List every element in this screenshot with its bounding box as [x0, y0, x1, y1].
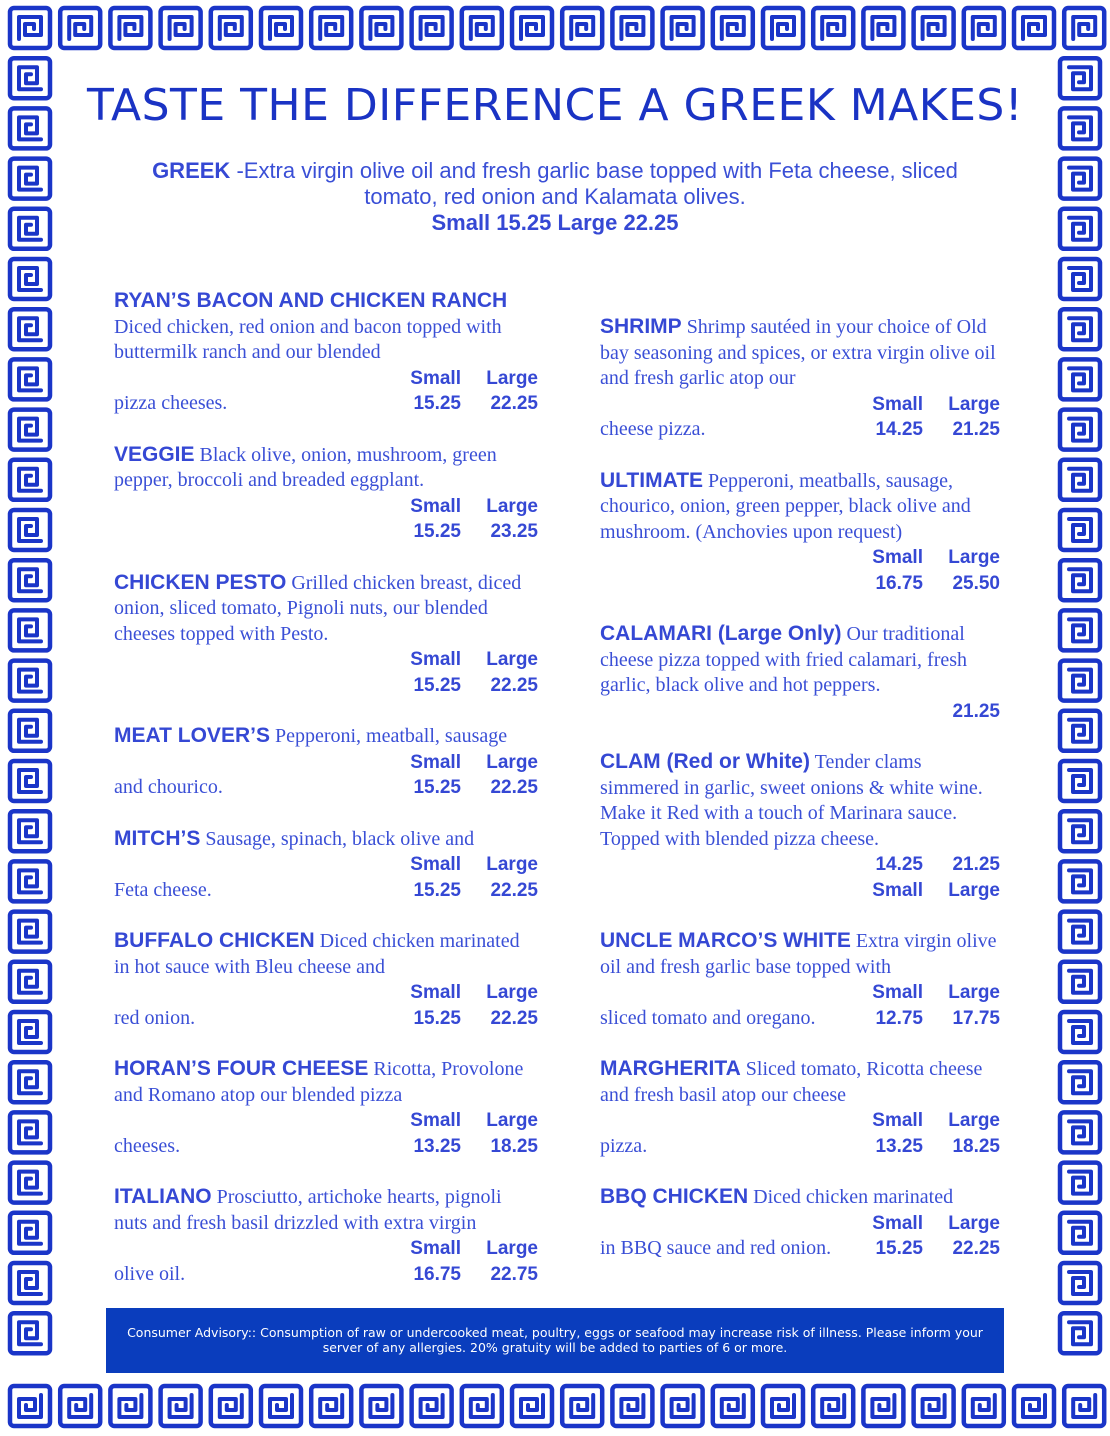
- greek-key-tile: [1064, 8, 1104, 48]
- greek-key-tile: [1060, 1112, 1100, 1152]
- greek-key-tile: [1060, 560, 1100, 600]
- price-values: sliced tomato and oregano. 12.75 17.75: [600, 1006, 1000, 1029]
- menu-item: [600, 314, 1000, 443]
- greek-key-tile: [10, 1062, 50, 1102]
- greek-key-tile: [110, 1386, 150, 1426]
- greek-key-tile: [1060, 1163, 1100, 1203]
- greek-key-tile: [10, 1163, 50, 1203]
- greek-key-tile: [612, 8, 652, 48]
- greek-key-tile: [10, 8, 50, 48]
- greek-key-tile: [763, 8, 803, 48]
- greek-key-tile: [1060, 209, 1100, 249]
- menu-item: [600, 468, 1000, 597]
- price-values: pizza. 13.25 18.25: [600, 1134, 1000, 1157]
- item-description: Shrimp sautéed in your choice of Old bay seasoning and spices, or extra virgin olive oil and fresh garlic atop our: [600, 316, 996, 389]
- greek-key-tile: [10, 1386, 50, 1426]
- greek-key-tile: [10, 661, 50, 701]
- greek-key-tile: [10, 209, 50, 249]
- greek-key-tile: [1060, 410, 1100, 450]
- greek-key-tile: [914, 1386, 954, 1426]
- greek-key-tile: [10, 1313, 50, 1353]
- item-name: HORAN’S FOUR CHEESE: [114, 1057, 369, 1080]
- item-description: Extra virgin olive oil and fresh garlic base topped with: [600, 930, 997, 978]
- price-values: 16.75 25.50: [875, 572, 1000, 594]
- greek-key-tile: [211, 8, 251, 48]
- price-values: 15.25 23.25: [413, 521, 538, 542]
- item-name: MEAT LOVER’S: [114, 724, 270, 747]
- price-values: 14.25 21.25: [875, 854, 1000, 875]
- price-labels: Small Large: [410, 649, 538, 670]
- greek-key-tile: [462, 1386, 502, 1426]
- greek-key-tile: [863, 1386, 903, 1426]
- greek-key-tile: [10, 711, 50, 751]
- menu-item: [114, 928, 538, 1031]
- price-values: red onion. 15.25 22.25: [114, 1006, 538, 1029]
- greek-key-tile: [10, 309, 50, 349]
- greek-key-tile: [10, 1112, 50, 1152]
- greek-key-tile: [261, 1386, 301, 1426]
- greek-key-tile: [361, 1386, 401, 1426]
- item-name: MITCH’S: [114, 826, 201, 850]
- greek-key-tile: [1060, 962, 1100, 1002]
- price-labels: Small Large: [872, 982, 1000, 1003]
- greek-key-tile: [10, 861, 50, 901]
- item-name: CHICKEN PESTO: [114, 570, 287, 594]
- greek-key-tile: [1060, 359, 1100, 399]
- greek-key-tile: [10, 359, 50, 399]
- price-values: Feta cheese. 15.25 22.25: [114, 878, 538, 901]
- greek-key-tile: [161, 8, 201, 48]
- price-values: and chourico. 15.25 22.25: [114, 776, 538, 798]
- greek-key-tile: [1060, 510, 1100, 550]
- item-description: Grilled chicken breast, diced onion, sliced tomato, Pignoli nuts, our blended cheeses topped with Pesto.: [114, 571, 522, 645]
- price-values: cheeses. 13.25 18.25: [114, 1134, 538, 1157]
- price-labels: Small Large: [872, 1110, 1000, 1131]
- greek-key-tile: [10, 912, 50, 952]
- item-description: Diced chicken, red onion and bacon topped with buttermilk ranch and our blended: [114, 315, 502, 363]
- item-description: Diced chicken marinated in hot sauce with Bleu cheese and: [114, 930, 520, 978]
- greek-key-tile: [60, 1386, 100, 1426]
- page-title: TASTE THE DIFFERENCE A GREEK MAKES!: [87, 80, 1023, 131]
- greek-key-tile: [914, 8, 954, 48]
- greek-key-tile: [1060, 159, 1100, 199]
- item-description: Pepperoni, meatballs, sausage, chourico, onion, green pepper, black olive and mushroom. (Anchovies upon request): [600, 469, 971, 543]
- greek-key-tile: [211, 1386, 251, 1426]
- item-description: Black olive, onion, mushroom, green pepper, broccoli and breaded eggplant.: [114, 443, 497, 491]
- item-description: Prosciutto, artichoke hearts, pignoli nuts and fresh basil drizzled with extra virgin: [114, 1186, 502, 1234]
- price-labels: Small Large: [410, 1110, 538, 1131]
- greek-key-tile: [10, 761, 50, 801]
- menu-item: [114, 826, 538, 904]
- greek-key-tile: [10, 610, 50, 650]
- item-name: CALAMARI (Large Only): [600, 622, 842, 645]
- item-description: Sausage, spinach, black olive and: [205, 827, 475, 850]
- greek-key-tile: [10, 1263, 50, 1303]
- price-values: cheese pizza. 14.25 21.25: [600, 418, 1000, 440]
- greek-key-tile: [10, 1012, 50, 1052]
- greek-key-tile: [311, 8, 351, 48]
- item-description: Tender clams simmered in garlic, sweet onions & white wine. Make it Red with a touch of Marinara sauce. Topped with blended pizza cheese.: [600, 751, 983, 850]
- featured-description: -Extra virgin olive oil and fresh garlic base topped with Feta cheese, sliced tomato, red onion and Kalamata olives.: [236, 158, 958, 209]
- greek-key-tile: [663, 8, 703, 48]
- item-name: BUFFALO CHICKEN: [114, 929, 315, 952]
- menu-item: [114, 1056, 538, 1159]
- greek-key-tile: [1060, 661, 1100, 701]
- item-name: RYAN’S BACON AND CHICKEN RANCH: [114, 289, 508, 312]
- greek-key-tile: [60, 8, 100, 48]
- greek-key-tile: [161, 1386, 201, 1426]
- greek-key-tile: [10, 560, 50, 600]
- greek-key-tile: [1014, 8, 1054, 48]
- menu-item: [600, 749, 1000, 903]
- greek-key-tile: [1014, 1386, 1054, 1426]
- greek-key-tile: [1060, 761, 1100, 801]
- greek-key-tile: [311, 1386, 351, 1426]
- item-description: Ricotta, Provolone and Romano atop our blended pizza: [114, 1058, 524, 1106]
- price-values: 15.25 22.25: [413, 674, 538, 696]
- item-name: UNCLE MARCO’S WHITE: [600, 929, 851, 952]
- menu-item: [114, 442, 538, 545]
- price-values: pizza cheeses. 15.25 22.25: [114, 392, 538, 414]
- item-name: MARGHERITA: [600, 1057, 741, 1080]
- greek-key-tile: [10, 1213, 50, 1253]
- greek-key-tile: [261, 8, 301, 48]
- greek-key-tile: [412, 8, 452, 48]
- price-labels: Small Large: [872, 879, 1000, 901]
- greek-key-tile: [10, 510, 50, 550]
- greek-key-tile: [10, 159, 50, 199]
- price-labels: Small Large: [410, 982, 538, 1003]
- right-menu-column: [600, 314, 1000, 1287]
- greek-key-tile: [964, 8, 1004, 48]
- greek-key-tile: [412, 1386, 452, 1426]
- menu-item: [600, 621, 1000, 724]
- greek-key-tile: [964, 1386, 1004, 1426]
- item-description: Sliced tomato, Ricotta cheese and fresh basil atop our cheese: [600, 1058, 983, 1106]
- item-description: Diced chicken marinated: [753, 1186, 954, 1208]
- price-labels: Small Large: [410, 367, 538, 389]
- consumer-advisory: Consumer Advisory:: Consumption of raw or undercooked meat, poultry, eggs or seafood may increase risk of illness. Please inform your server of any allergies. 20% gratuity will be added to parties of 6 or more.: [106, 1308, 1004, 1373]
- greek-key-tile: [863, 8, 903, 48]
- greek-key-tile: [361, 8, 401, 48]
- greek-key-tile: [1060, 610, 1100, 650]
- menu-item: [114, 570, 538, 699]
- greek-key-tile: [562, 8, 602, 48]
- price-labels: Small Large: [410, 854, 538, 875]
- item-description: Pepperoni, meatball, sausage: [274, 725, 508, 747]
- item-name: SHRIMP: [600, 315, 682, 338]
- left-menu-column: [114, 288, 538, 1312]
- greek-key-tile: [1060, 1313, 1100, 1353]
- item-name: ULTIMATE: [600, 468, 704, 492]
- item-name: BBQ CHICKEN: [600, 1185, 749, 1208]
- greek-key-tile: [562, 1386, 602, 1426]
- price-values: 21.25: [952, 700, 1000, 722]
- greek-key-tile: [713, 1386, 753, 1426]
- menu-item: [114, 723, 538, 801]
- greek-key-tile: [1060, 861, 1100, 901]
- item-name: CLAM (Red or White): [600, 750, 810, 773]
- menu-item: [600, 928, 1000, 1031]
- greek-key-tile: [1060, 711, 1100, 751]
- featured-greek-pizza: [150, 158, 960, 236]
- greek-key-tile: [1060, 460, 1100, 500]
- price-labels: Small Large: [872, 1212, 1000, 1234]
- menu-item: [114, 1184, 538, 1287]
- greek-key-tile: [1060, 1012, 1100, 1052]
- price-values: olive oil. 16.75 22.75: [114, 1262, 538, 1285]
- greek-key-tile: [1060, 912, 1100, 952]
- item-name: ITALIANO: [114, 1185, 212, 1208]
- menu-item: [114, 288, 538, 417]
- price-labels: Small Large: [410, 751, 538, 773]
- greek-key-tile: [1060, 1062, 1100, 1102]
- greek-key-tile: [663, 1386, 703, 1426]
- greek-key-tile: [512, 1386, 552, 1426]
- menu-item: [600, 1184, 1000, 1262]
- greek-key-tile: [813, 1386, 853, 1426]
- greek-key-tile: [1060, 1263, 1100, 1303]
- greek-key-tile: [10, 811, 50, 851]
- greek-key-tile: [713, 8, 753, 48]
- item-description: Our traditional cheese pizza topped with fried calamari, fresh garlic, black olive and hot peppers.: [600, 623, 968, 696]
- greek-key-tile: [1060, 811, 1100, 851]
- greek-key-tile: [1060, 1213, 1100, 1253]
- greek-key-tile: [10, 259, 50, 299]
- greek-key-tile: [1064, 1386, 1104, 1426]
- item-name: VEGGIE: [114, 442, 195, 466]
- featured-name: GREEK: [152, 158, 231, 183]
- greek-key-tile: [110, 8, 150, 48]
- greek-key-tile: [10, 410, 50, 450]
- greek-key-tile: [763, 1386, 803, 1426]
- price-labels: Small Large: [872, 393, 1000, 415]
- price-labels: Small Large: [410, 1238, 538, 1259]
- greek-key-tile: [10, 962, 50, 1002]
- greek-key-tile: [1060, 259, 1100, 299]
- greek-key-tile: [462, 8, 502, 48]
- menu-item: [600, 1056, 1000, 1159]
- price-values: in BBQ sauce and red onion. 15.25 22.25: [600, 1237, 1000, 1259]
- greek-key-tile: [1060, 309, 1100, 349]
- greek-key-tile: [813, 8, 853, 48]
- greek-key-tile: [612, 1386, 652, 1426]
- price-labels: Small Large: [872, 547, 1000, 568]
- price-labels: Small Large: [410, 495, 538, 517]
- greek-key-tile: [512, 8, 552, 48]
- featured-prices: Small 15.25 Large 22.25: [431, 210, 679, 235]
- greek-key-tile: [10, 460, 50, 500]
